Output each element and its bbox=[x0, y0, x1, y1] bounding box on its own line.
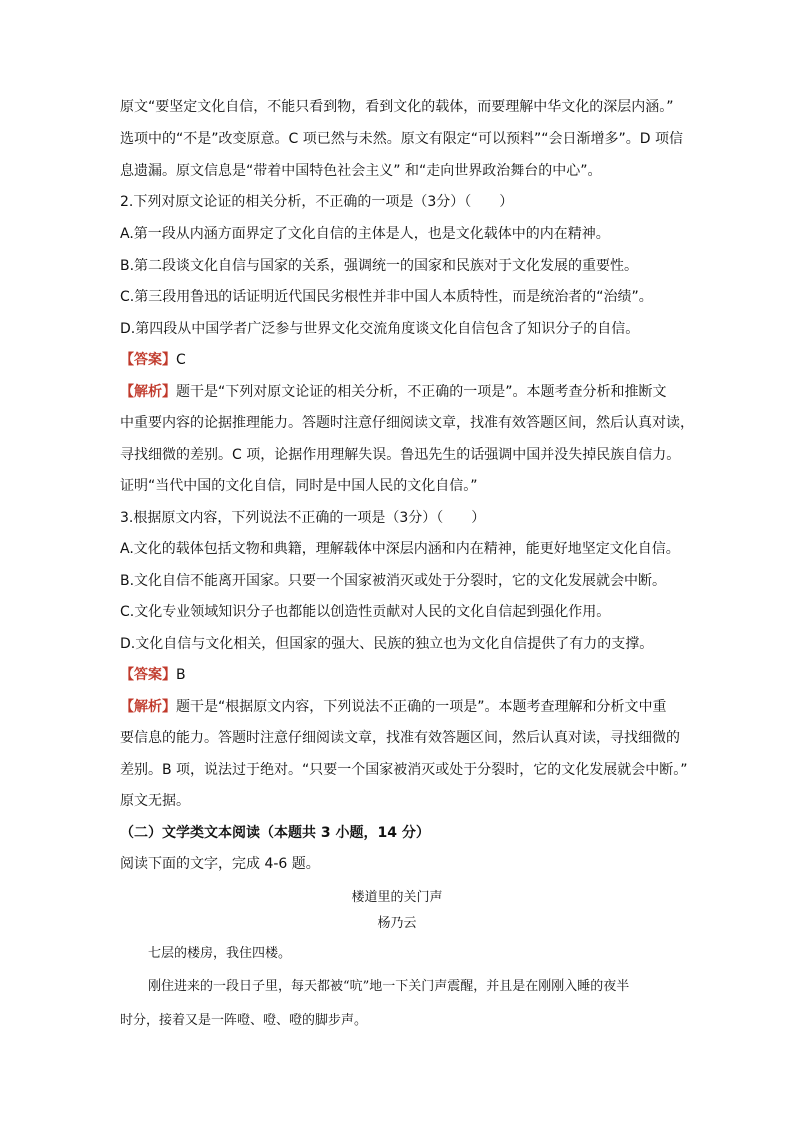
option-d: D.文化自信与文化相关，但国家的强大、民族的独立也为文化自信提供了有力的支撑。 bbox=[120, 636, 654, 652]
option-b: B.文化自信不能离开国家。只要一个国家被消灭或处于分裂时，它的文化发展就会中断。 bbox=[120, 573, 667, 589]
answer-tag: 【答案】 bbox=[120, 667, 176, 683]
analysis-text: 题干是“根据原文内容，下列说法不正确的一项是”。本题考查理解和分析文中重 bbox=[176, 699, 667, 715]
analysis-text: 题干是“下列对原文论证的相关分析，不正确的一项是”。本题考查分析和推断文 bbox=[176, 384, 667, 400]
story-paragraph: 刚住进来的一段日子里，每天都被“吭”地一下关门声震醒，并且是在刚刚入睡的夜半 bbox=[148, 979, 630, 994]
option-a: A.文化的载体包括文物和典籍，理解载体中深层内涵和内在精神，能更好地坚定文化自信。 bbox=[120, 541, 680, 557]
option-c: C.第三段用鲁迅的话证明近代国民劣根性并非中国人本质特性，而是统治者的“治绩”。 bbox=[120, 289, 653, 305]
answer-tag: 【答案】 bbox=[120, 352, 176, 368]
analysis-text: 差别。B 项，说法过于绝对。“只要一个国家被消灭或处于分裂时，它的文化发展就会中断。” bbox=[120, 762, 688, 778]
question-3: 3.根据原文内容，下列说法不正确的一项是（3分）（ ） bbox=[120, 510, 486, 526]
story-title: 楼道里的关门声 bbox=[351, 890, 443, 905]
analysis-text: 原文“要坚定文化自信，不能只看到物，看到文化的载体，而要理解中华文化的深层内涵。” bbox=[120, 99, 674, 115]
analysis-text: 原文无据。 bbox=[120, 793, 190, 809]
option-b: B.第二段谈文化自信与国家的关系，强调统一的国家和民族对于文化发展的重要性。 bbox=[120, 258, 639, 274]
analysis-text: 选项中的“不是”改变原意。C 项已然与未然。原文有限定“可以预料”“会日渐增多”。D 项信 bbox=[120, 131, 683, 147]
section-heading: （二）文学类文本阅读（本题共 3 小题，14 分） bbox=[120, 825, 430, 841]
analysis-tag: 【解析】 bbox=[120, 384, 176, 400]
option-c: C.文化专业领域知识分子也都能以创造性贡献对人民的文化自信起到强化作用。 bbox=[120, 604, 611, 620]
answer-value: B bbox=[176, 667, 186, 683]
section-instruction: 阅读下面的文字，完成 4-6 题。 bbox=[120, 856, 320, 872]
analysis-text: 中重要内容的论据推理能力。答题时注意仔细阅读文章，找准有效答题区间，然后认真对读， bbox=[120, 415, 694, 431]
analysis-line bbox=[120, 697, 690, 717]
question-2: 2.下列对原文论证的相关分析，不正确的一项是（3分）（ ） bbox=[120, 194, 514, 210]
story-paragraph: 七层的楼房，我住四楼。 bbox=[148, 946, 292, 961]
answer-line bbox=[120, 665, 690, 685]
analysis-line bbox=[120, 382, 690, 402]
analysis-tag: 【解析】 bbox=[120, 699, 176, 715]
analysis-text: 寻找细微的差别。C 项，论据作用理解失误。鲁迅先生的话强调中国并没失掉民族自信力。 bbox=[120, 447, 681, 463]
story-author: 杨乃云 bbox=[377, 916, 417, 931]
option-a: A.第一段从内涵方面界定了文化自信的主体是人，也是文化载体中的内在精神。 bbox=[120, 226, 610, 242]
analysis-text: 要信息的能力。答题时注意仔细阅读文章，找准有效答题区间，然后认真对读，寻找细微的 bbox=[120, 730, 680, 746]
analysis-text: 息遗漏。原文信息是“带着中国特色社会主义” 和“走向世界政治舞台的中心”。 bbox=[120, 163, 602, 179]
story-paragraph: 时分，接着又是一阵噔、噔、噔的脚步声。 bbox=[120, 1013, 368, 1028]
option-d: D.第四段从中国学者广泛参与世界文化交流角度谈文化自信包含了知识分子的自信。 bbox=[120, 321, 640, 337]
answer-value: C bbox=[176, 352, 186, 368]
answer-line bbox=[120, 350, 690, 370]
analysis-text: 证明“当代中国的文化自信，同时是中国人民的文化自信。” bbox=[120, 478, 478, 494]
